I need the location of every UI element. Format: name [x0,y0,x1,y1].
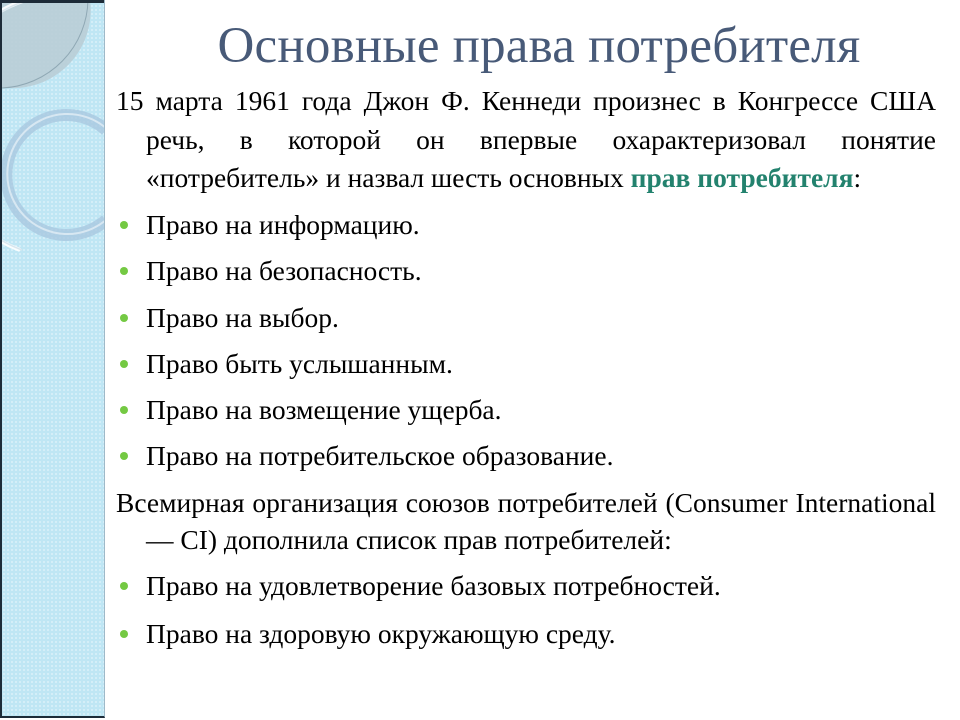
slide-title: Основные права потребителя [217,18,861,74]
consumer-rights-list [116,206,936,476]
bullet-icon [120,360,128,368]
list-item [116,437,936,476]
bullet-icon [120,314,128,322]
list-item [116,299,936,338]
list-item-text: Право быть услышанным. [146,347,453,379]
decorative-circles-icon [2,0,105,718]
list-item-text: Право на здоровую окружающую среду. [146,617,616,649]
list-item [116,567,936,606]
panel-top-edge [2,0,105,3]
list-item-text: Право на безопасность. [146,255,422,287]
intro-text: 15 марта 1961 года Джон Ф. Кеннеди произнес в Конгрессе США речь, в которой он впервые охарактеризовал понятие «потребитель» и назвал шесть основных [116,85,936,194]
list-item-text: Право на информацию. [146,209,420,241]
intro-highlight: прав потребителя [630,162,854,194]
list-item [116,206,936,245]
bullet-icon [120,221,128,229]
bullet-icon [120,267,128,275]
bullet-icon [120,630,128,638]
list-item [116,252,936,291]
list-item-text: Право на возмещение ущерба. [146,393,502,425]
bullet-icon [120,582,128,590]
slide-body [116,82,936,653]
decorative-side-panel [0,0,105,718]
list-item [116,391,936,430]
bullet-icon [120,406,128,414]
ci-paragraph: Всемирная организация союзов потребителей (Consumer International — CI) дополнила список прав потребителей: [116,486,936,556]
bullet-icon [120,452,128,460]
list-item-text: Право на потребительское образование. [146,440,614,472]
intro-colon: : [853,162,862,194]
list-item-text: Право на удовлетворение базовых потребностей. [146,570,721,602]
list-item [116,615,936,654]
ci-rights-list [116,567,936,653]
intro-paragraph [116,82,936,198]
list-item [116,345,936,384]
list-item-text: Право на выбор. [146,301,339,333]
